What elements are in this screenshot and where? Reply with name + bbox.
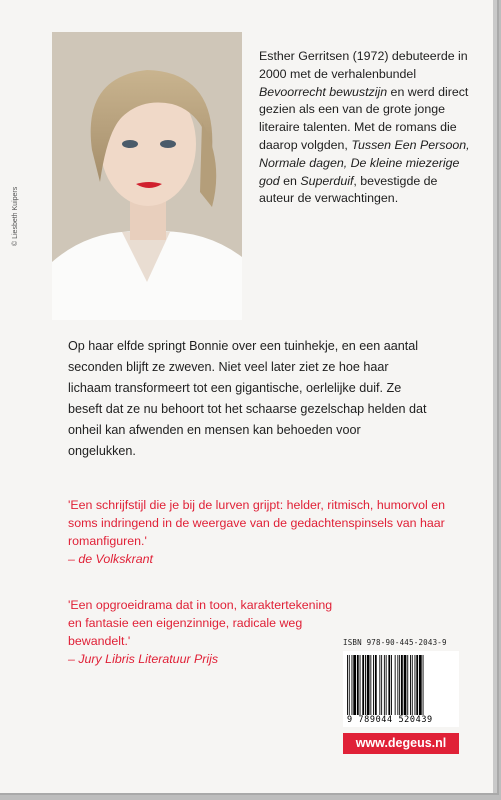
- isbn-block: [343, 638, 459, 727]
- bio-last-title: Superduif: [300, 173, 354, 188]
- author-bio: [259, 48, 471, 208]
- barcode-bar: [404, 655, 407, 715]
- barcode-bar: [352, 655, 353, 715]
- barcode-bar: [410, 655, 411, 715]
- barcode-bar: [412, 655, 413, 715]
- bio-debut-title: Bevoorrecht bewustzijn: [259, 84, 388, 99]
- barcode-bar: [388, 655, 390, 715]
- barcode-digits: 9 789044 520439: [347, 715, 455, 725]
- barcode-bar: [407, 655, 408, 715]
- isbn-label: ISBN 978-90-445-2043-9: [343, 638, 447, 647]
- bio-text: Esther Gerritsen (1972) debuteerde in 2000 met de verhalenbundel: [259, 49, 468, 81]
- barcode-bar: [379, 655, 380, 715]
- barcode-bar: [381, 655, 382, 715]
- book-blurb: Op haar elfde springt Bonnie over een tuinhekje, en een aantal seconden blijft ze zweven. Niet veel later ziet ze hoe haar lichaam transformeert tot een gigantische, oerlelijke duif. Ze beseft dat ze nu behoort tot het schaarse gezelschap helden dat onheil kan afwenden en mensen kan behoeden voor ongelukken.: [68, 339, 427, 458]
- barcode-bar: [347, 655, 348, 715]
- review-quote: [68, 596, 348, 668]
- author-photo: [52, 32, 242, 320]
- barcode-bars: [347, 655, 455, 715]
- bio-text: en: [279, 173, 301, 188]
- bio-text: en werd direct gezien als een van de grote jonge literaire talenten. Met de romans die daarop volgden,: [259, 84, 469, 152]
- bio-text: , bevestigde de auteur de verwachtingen.: [259, 173, 438, 206]
- barcode-bar: [367, 655, 370, 715]
- barcode-bar: [384, 655, 385, 715]
- cover-edge: [493, 0, 497, 793]
- barcode-bar: [395, 655, 396, 715]
- barcode-bar: [386, 655, 387, 715]
- barcode-bar: [360, 655, 361, 715]
- barcode-bar: [353, 655, 356, 715]
- barcode-bar: [423, 655, 424, 715]
- barcode-bar: [399, 655, 400, 715]
- barcode-bar: [416, 655, 418, 715]
- barcode-bar: [365, 655, 366, 715]
- photo-credit: © Liesbeth Kuipers: [12, 186, 19, 246]
- publisher-url[interactable]: www.degeus.nl: [343, 733, 459, 754]
- barcode-bar: [370, 655, 371, 715]
- quote-source: – de Volkskrant: [68, 552, 153, 566]
- barcode-bar: [362, 655, 364, 715]
- barcode-bar: [397, 655, 398, 715]
- barcode-bar: [415, 655, 416, 715]
- quote-source: – Jury Libris Literatuur Prijs: [68, 652, 219, 666]
- barcode-bar: [419, 655, 422, 715]
- quote-text: 'Een opgroeidrama dat in toon, karaktertekening en fantasie een eigenzinnige, radicale weg bewandelt.': [68, 598, 333, 648]
- bio-novel-titles: Tussen Een Persoon, Normale dagen, De kleine miezerige god: [259, 137, 470, 188]
- quote-text: 'Een schrijfstijl die je bij de lurven grijpt: helder, ritmisch, humorvol en soms indringend in de weergave van de gedachtenspinsels van haar romanfiguren.': [68, 498, 446, 548]
- barcode-bar: [401, 655, 403, 715]
- barcode-bar: [349, 655, 350, 715]
- barcode-bar: [391, 655, 392, 715]
- barcode-bar: [357, 655, 359, 715]
- barcode-bar: [373, 655, 374, 715]
- review-quote: [68, 496, 478, 568]
- barcode: [343, 651, 459, 727]
- barcode-bar: [375, 655, 377, 715]
